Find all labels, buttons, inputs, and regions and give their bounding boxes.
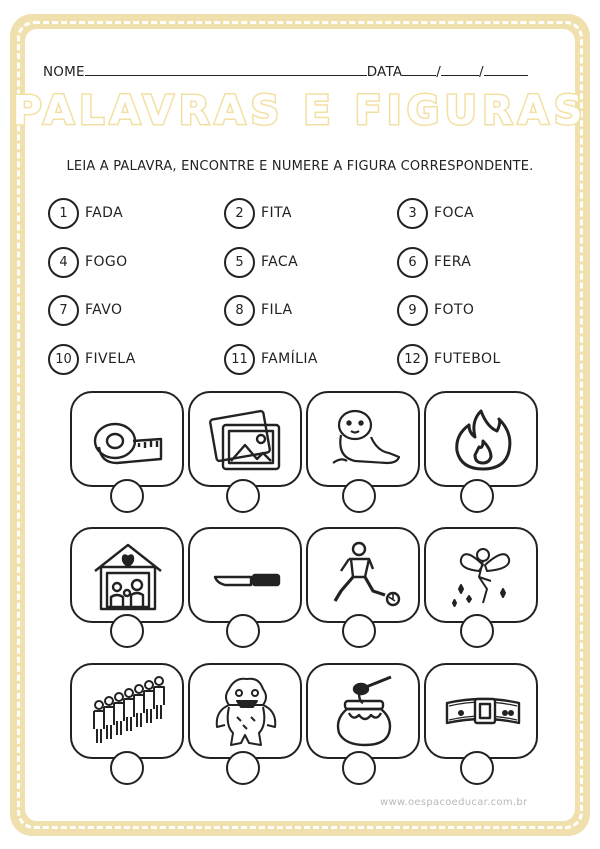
word-label: FADA	[85, 205, 124, 221]
name-date-line	[43, 62, 528, 80]
word-item	[48, 245, 128, 279]
word-number-circle: 10	[48, 344, 79, 375]
word-item	[48, 196, 123, 230]
answer-circle[interactable]	[226, 614, 260, 648]
fairy-icon	[443, 537, 521, 615]
word-label: FITA	[261, 205, 292, 221]
word-label: FIVELA	[85, 351, 136, 367]
answer-circle[interactable]	[460, 479, 494, 513]
instruction-text: LEIA A PALAVRA, ENCONTRE E NUMERE A FIGURA CORRESPONDENTE.	[66, 159, 534, 174]
answer-circle[interactable]	[110, 479, 144, 513]
word-item	[224, 196, 292, 230]
date-separator: /	[436, 64, 442, 80]
word-number-circle: 8	[224, 295, 255, 326]
picture-card	[188, 527, 302, 623]
word-label: FERA	[434, 254, 472, 270]
answer-circle[interactable]	[110, 751, 144, 785]
website-credit: www.oespacoeducar.com.br	[380, 797, 528, 808]
picture-card	[424, 527, 538, 623]
word-label: FAMÍLIA	[261, 351, 318, 367]
word-item	[48, 293, 122, 327]
date-day-field[interactable]	[402, 62, 436, 76]
answer-circle[interactable]	[342, 479, 376, 513]
page-title: PALAVRAS E FIGURAS	[12, 88, 588, 134]
word-number-circle: 7	[48, 295, 79, 326]
knife-icon	[207, 537, 285, 615]
word-item	[397, 245, 471, 279]
picture-card	[70, 663, 184, 759]
answer-circle[interactable]	[342, 751, 376, 785]
fire-icon	[443, 401, 521, 479]
answer-circle[interactable]	[460, 614, 494, 648]
queue-people-icon	[89, 673, 167, 751]
honey-jar-icon	[325, 673, 403, 751]
soccer-player-icon	[325, 537, 403, 615]
word-label: FOCA	[434, 205, 475, 221]
picture-card	[306, 527, 420, 623]
word-item	[224, 245, 298, 279]
belt-buckle-icon	[443, 673, 521, 751]
date-month-field[interactable]	[441, 62, 479, 76]
word-item	[224, 342, 318, 376]
picture-card	[70, 527, 184, 623]
date-separator: /	[479, 64, 484, 80]
word-label: FILA	[261, 302, 293, 318]
picture-card	[188, 663, 302, 759]
date-label: DATA	[366, 64, 403, 80]
word-number-circle: 2	[224, 198, 255, 229]
word-number-circle: 12	[397, 344, 428, 375]
word-number-circle: 5	[224, 247, 255, 278]
seal-icon	[325, 401, 403, 479]
answer-circle[interactable]	[460, 751, 494, 785]
picture-card	[306, 391, 420, 487]
word-number-circle: 3	[397, 198, 428, 229]
word-label: FACA	[261, 254, 299, 270]
word-item	[397, 196, 474, 230]
word-number-circle: 9	[397, 295, 428, 326]
word-item	[397, 293, 474, 327]
picture-card	[424, 391, 538, 487]
photo-frames-icon	[207, 401, 285, 479]
word-label: FUTEBOL	[434, 351, 501, 367]
picture-card	[424, 663, 538, 759]
word-number-circle: 1	[48, 198, 79, 229]
answer-circle[interactable]	[342, 614, 376, 648]
answer-circle[interactable]	[226, 479, 260, 513]
name-label: NOME	[43, 64, 85, 80]
word-label: FOTO	[434, 302, 475, 318]
yeti-monster-icon	[207, 673, 285, 751]
word-item	[397, 342, 501, 376]
date-year-field[interactable]	[484, 62, 528, 76]
word-item	[48, 342, 136, 376]
word-label: FAVO	[85, 302, 123, 318]
name-field[interactable]	[85, 62, 367, 76]
word-number-circle: 6	[397, 247, 428, 278]
tape-measure-icon	[89, 401, 167, 479]
picture-card	[306, 663, 420, 759]
answer-circle[interactable]	[110, 614, 144, 648]
word-number-circle: 4	[48, 247, 79, 278]
word-number-circle: 11	[224, 344, 255, 375]
family-house-icon	[89, 537, 167, 615]
word-item	[224, 293, 292, 327]
answer-circle[interactable]	[226, 751, 260, 785]
word-label: FOGO	[85, 254, 128, 270]
picture-card	[70, 391, 184, 487]
picture-card	[188, 391, 302, 487]
